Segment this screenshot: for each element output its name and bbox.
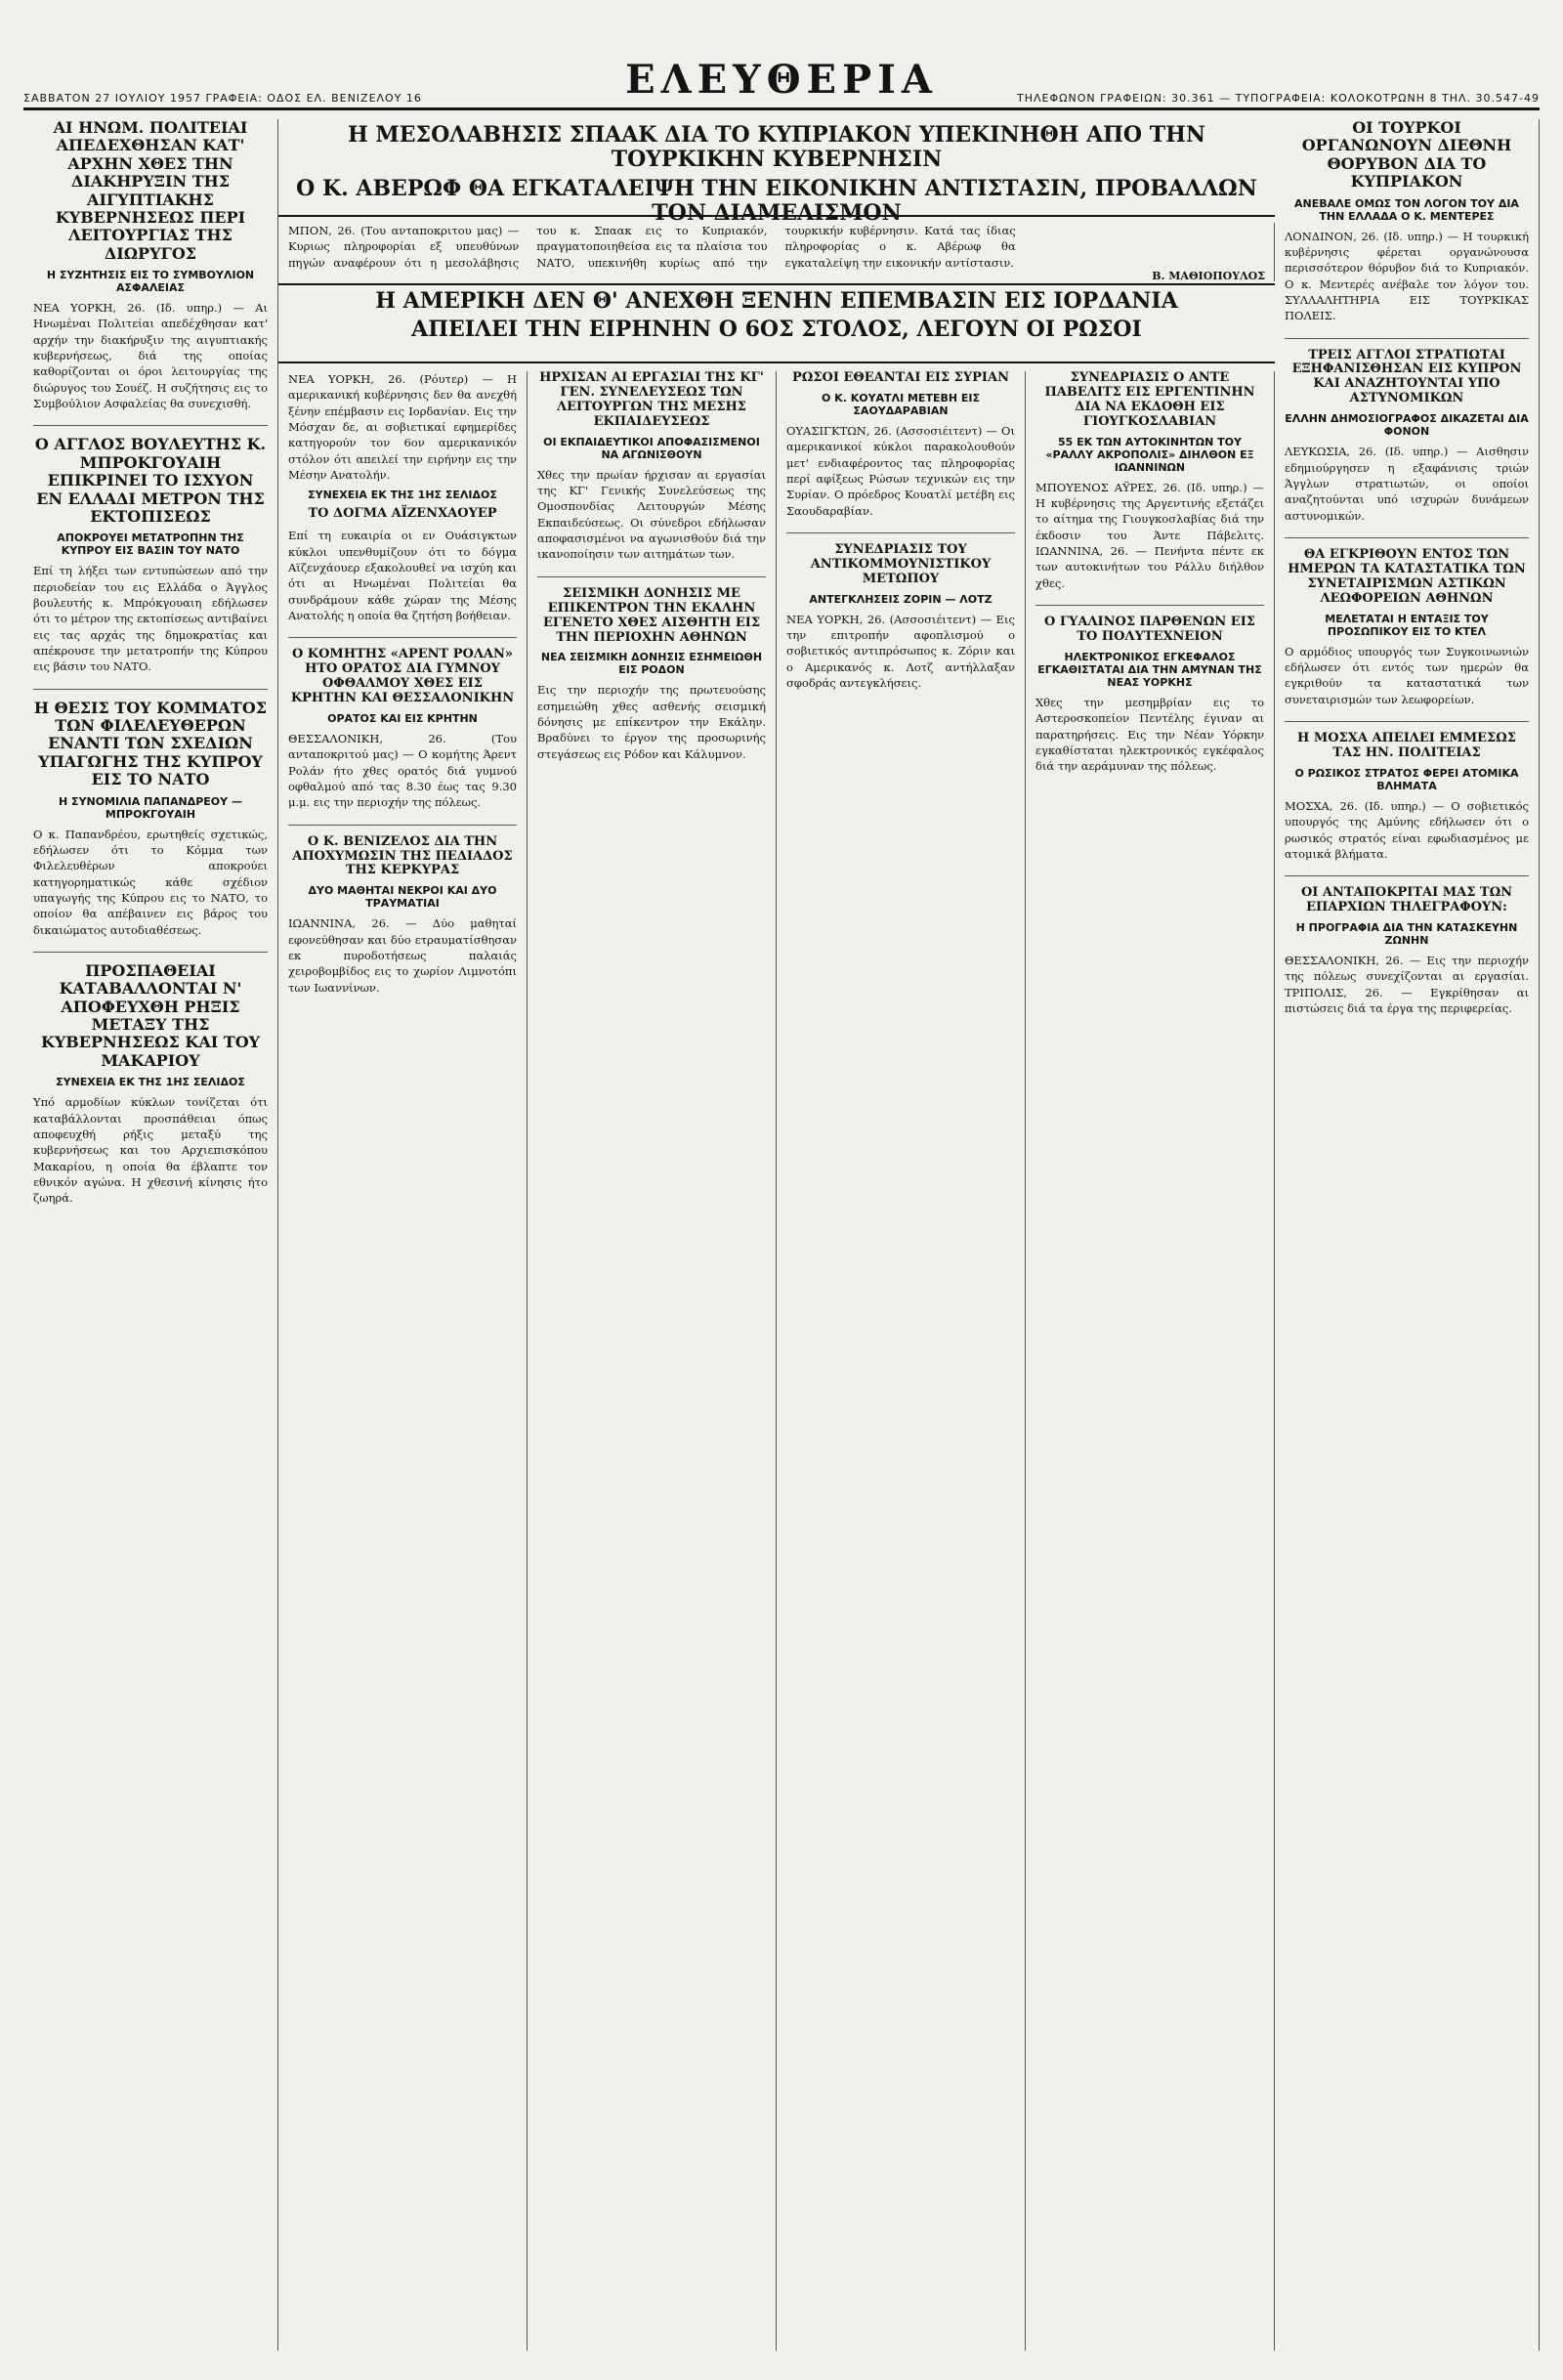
story-british-soldiers <box>1285 349 1529 538</box>
story-headline: Η ΘΕΣΙΣ ΤΟΥ ΚΟΜΜΑΤΟΣ ΤΩΝ ΦΙΛΕΛΕΥΘΕΡΩΝ ΕΝΑΝΤΙ ΤΩΝ ΣΧΕΔΙΩΝ ΥΠΑΓΩΓΗΣ ΤΗΣ ΚΥΠΡΟΥ ΕΙΣ ΤΟ ΝΑΤΟ <box>33 698 268 789</box>
story-body: ΝΕΑ ΥΟΡΚΗ, 26. (Ασσοσιέιτεντ) — Εις την επιτροπήν αφοπλισμού ο σοβιετικός αντιπρόσωπος κ. Ζόριν και ο Αμερικανός κ. Λοτζ αντήλλαξαν σφοδράς αντεγκλήσεις. <box>786 612 1015 691</box>
second-lead-headline-block <box>278 283 1275 363</box>
newspaper-title: ΕΛΕΥΘΕΡΙΑ <box>625 57 938 103</box>
lead-byline: Β. ΜΑΘΙΟΠΟΥΛΟΣ <box>1152 270 1265 282</box>
story-headline: Η ΜΟΣΧΑ ΑΠΕΙΛΕΙ ΕΜΜΕΣΩΣ ΤΑΣ ΗΝ. ΠΟΛΙΤΕΙΑΣ <box>1297 730 1516 760</box>
story-bus-cooperatives <box>1285 548 1529 722</box>
column-6 <box>1275 119 1540 2351</box>
story-teachers-assembly <box>537 371 766 577</box>
story-correspondents <box>1285 886 1529 1030</box>
story-headline: ΣΥΝΕΔΡΙΑΣΙΣ ΤΟΥ ΑΝΤΙΚΟΜΜΟΥΝΙΣΤΙΚΟΥ ΜΕΤΩΠΟΥ <box>810 541 992 586</box>
story-body: ΛΟΝΔΙΝΟΝ, 26. (Ιδ. υπηρ.) — Η τουρκική κυβέρνησις φέρεται οργανώνουσα περισσότερον θόρυβον διά το Κυπριακόν. Ο κ. Μεντερές ανέβαλε τον λόγον του. ΣΥΛΛΑΛΗΤΗΡΙΑ ΕΙΣ ΤΟΥΡΚΙΚΑΣ ΠΟΛΕΙΣ. <box>1285 229 1529 323</box>
story-subheadline: Ο Κ. ΚΟΥΑΤΛΙ ΜΕΤΕΒΗ ΕΙΣ ΣΑΟΥΔΑΡΑΒΙΑΝ <box>821 391 981 417</box>
story-headline: Ο ΚΟΜΗΤΗΣ «ΑΡΕΝΤ ΡΟΛΑΝ» ΗΤΟ ΟΡΑΤΟΣ ΔΙΑ ΓΥΜΝΟΥ ΟΦΘΑΛΜΟΥ ΧΘΕΣ ΕΙΣ ΚΡΗΤΗΝ ΚΑΙ ΘΕΣΣΑΛΟΝΙΚΗΝ <box>290 647 515 706</box>
column-2 <box>278 371 528 2351</box>
column-1 <box>23 119 278 2351</box>
story-body: ΜΟΣΧΑ, 26. (Ιδ. υπηρ.) — Ο σοβιετικός υπουργός της Αμύνης εδήλωσεν ότι ο ρωσικός στρατός είναι εφωδιασμένος με ατομικά βλήματα. <box>1285 798 1529 861</box>
story-body: Ο αρμόδιος υπουργός των Συγκοινωνιών εδήλωσεν ότι εντός των ημερών θα εγκριθούν τα καταστατικά των συνεταιρισμών των λεωφορείων. <box>1285 644 1529 706</box>
second-lead-subheadline: ΑΠΕΙΛΕΙ ΤΗΝ ΕΙΡΗΝΗΝ Ο 6ΟΣ ΣΤΟΛΟΣ, ΛΕΓΟΥΝ ΟΙ ΡΩΣΟΙ <box>411 317 1142 343</box>
story-subheadline: ΔΥΟ ΜΑΘΗΤΑΙ ΝΕΚΡΟΙ ΚΑΙ ΔΥΟ ΤΡΑΥΜΑΤΙΑΙ <box>308 884 497 911</box>
story-headline: Ο ΑΓΓΛΟΣ ΒΟΥΛΕΥΤΗΣ Κ. ΜΠΡΟΚΓΟΥΑΙΗ ΕΠΙΚΡΙΝΕΙ ΤΟ ΙΣΧΥΟΝ ΕΝ ΕΛΛΑΔΙ ΜΕΤΡΟΝ ΤΗΣ ΕΚΤΟΠΙΣΕΩΣ <box>34 435 267 526</box>
column-3 <box>528 371 777 2351</box>
story-headline: Ο Κ. ΒΕΝΙΖΕΛΟΣ ΔΙΑ ΤΗΝ ΑΠΟΧΥΜΩΣΙΝ ΤΗΣ ΠΕΔΙΑΔΟΣ ΤΗΣ ΚΕΡΚΥΡΑΣ <box>292 833 513 878</box>
story-body: ΟΥΑΣΙΓΚΤΩΝ, 26. (Ασσοσιέιτεντ) — Οι αμερικανικοί κύκλοι παρακολουθούν μετ' ενδιαφέροντος τας πληροφορίας περί αφίξεως Ρώσων τεχνικών εις την Συρίαν. Ο πρόεδρος Κουατλί μετέβη εις Σαουδαραβίαν. <box>786 423 1015 518</box>
story-body: Χθες την πρωίαν ήρχισαν αι εργασίαι της ΚΓ' Γενικής Συνελεύσεως της Ομοσπονδίας Λειτουργών Μέσης Εκπαιδεύσεως. Οι σύνεδροι εδήλωσαν αποφασισμένοι να αγωνισθούν διά την ικανοποίησιν των αιτημάτων των. <box>537 467 766 562</box>
story-headline: ΤΟ ΔΟΓΜΑ ΑΪΖΕΝΧΑΟΥΕΡ <box>308 506 497 522</box>
story-headline: ΡΩΣΟΙ ΕΘΕΑΝΤΑΙ ΕΙΣ ΣΥΡΙΑΝ <box>792 371 1009 385</box>
story-body: ΝΕΑ ΥΟΡΚΗ, 26. (Ιδ. υπηρ.) — Αι Ηνωμέναι Πολιτείαι απεδέχθησαν κατ' αρχήν την διακήρυξιν της αιγυπτιακής κυβερνήσεως, διά της οποίας καθορίζονται οι όροι λειτουργίας της διώρυγος του Σουέζ. Η συζήτησις εις το Συμβούλιον Ασφαλείας θα συνεχισθή. <box>33 301 268 411</box>
lead-headline-block <box>278 119 1275 226</box>
story-body: ΘΕΣΣΑΛΟΝΙΚΗ, 26. — Εις την περιοχήν της πόλεως συνεχίζονται αι εργασίαι. ΤΡΙΠΟΛΙΣ, 26. — Εγκρίθησαν αι πιστώσεις διά τα έργα της περιφερείας. <box>1285 954 1529 1016</box>
story-pavelic-rally <box>1035 371 1264 606</box>
story-turks-cyprus <box>1285 119 1529 339</box>
story-moscow-atomic <box>1285 732 1529 876</box>
lead-headline: Η ΜΕΣΟΛΑΒΗΣΙΣ ΣΠΑΑΚ ΔΙΑ ΤΟ ΚΥΠΡΙΑΚΟΝ ΥΠΕΚΙΝΗΘΗ ΑΠΟ ΤΗΝ ΤΟΥΡΚΙΚΗΝ ΚΥΒΕΡΝΗΣΙΝ <box>347 122 1206 173</box>
masthead-phone-numbers: ΤΗΛΕΦΩΝΟΝ ΓΡΑΦΕΙΩΝ: 30.361 — ΤΥΠΟΓΡΑΦΕΙΑ: ΚΟΛΟΚΟΤΡΩΝΗ 8 ΤΗΛ. 30.547-49 <box>1017 92 1540 105</box>
story-subheadline: ΜΕΛΕΤΑΤΑΙ Η ΕΝΤΑΞΙΣ ΤΟΥ ΠΡΟΣΩΠΙΚΟΥ ΕΙΣ ΤΟ ΚΤΕΛ <box>1325 612 1489 638</box>
lead-body: ΜΠΟΝ, 26. (Του ανταποκριτου μας) — Κυριως πληροφορίαι εξ υπευθύνων πηγών αναφέρουν ότι η μεσολάβησις του κ. Σπαακ εις το Κυπριακόν, πραγματοποιηθείσα εις τα πλαίσια του ΝΑΤΟ, υπεκινήθη κυρίως από την τουρκικήν κυβέρνησιν. Κατά τας ίδιας πληροφορίας ο κ. Αβέρωφ θα εγκαταλείψη την εικονικήν αντίστασιν. <box>288 224 1016 270</box>
story-canal-declaration <box>33 119 268 426</box>
column-4 <box>777 371 1026 2351</box>
story-subheadline: Η ΣΥΖΗΤΗΣΙΣ ΕΙΣ ΤΟ ΣΥΜΒΟΥΛΙΟΝ ΑΣΦΑΛΕΙΑΣ <box>46 269 255 295</box>
story-body: Χθες την μεσημβρίαν εις το Αστεροσκοπείον Πεντέλης έγιναν αι παρατηρήσεις. Εις την Νέαν Υόρκην εγκαθίσταται ηλεκτρονικός εγκέφαλος διά την αεράμυναν της πόλεως. <box>1035 695 1264 774</box>
story-eisenhower-doctrine <box>288 489 517 638</box>
story-body: Εις την περιοχήν της πρωτευούσης εσημειώθη χθες ασθενής σεισμική δόνησις με επίκεντρον την Εκάλην. Βραδύνει το έργον της προσωρινής στεγάσεως εις Ρόδον και Κάλυμνον. <box>537 683 766 761</box>
story-government-makarios <box>33 962 268 1220</box>
story-body: Υπό αρμοδίων κύκλων τονίζεται ότι καταβάλλονται προσπάθειαι όπως αποφευχθή ρήξις μεταξύ της κυβερνήσεως και του Αρχιεπισκόπου Μακαρίου, η οποία θα έβλαπτε τον εθνικόν αγώνα. Η χθεσινή κίνησις ήτο ζωηρά. <box>33 1095 268 1206</box>
story-subheadline: ΣΥΝΕΧΕΙΑ ΕΚ ΤΗΣ 1ΗΣ ΣΕΛΙΔΟΣ <box>56 1076 245 1089</box>
story-continuation-label: ΣΥΝΕΧΕΙΑ ΕΚ ΤΗΣ 1ΗΣ ΣΕΛΙΔΟΣ <box>308 489 497 502</box>
story-comet-arend-roland <box>288 648 517 825</box>
story-brockway-deportation <box>33 436 268 689</box>
story-subheadline: Η ΠΡΟΓΡΑΦΙΑ ΔΙΑ ΤΗΝ ΚΑΤΑΣΚΕΥΗΝ ΖΩΝΗΝ <box>1295 921 1518 948</box>
story-subheadline: Ο ΡΩΣΙΚΟΣ ΣΤΡΑΤΟΣ ΦΕΡΕΙ ΑΤΟΜΙΚΑ ΒΛΗΜΑΤΑ <box>1294 766 1519 792</box>
story-russians-syria <box>786 371 1015 533</box>
story-subheadline: ΕΛΛΗΝ ΔΗΜΟΣΙΟΓΡΑΦΟΣ ΔΙΚΑΖΕΤΑΙ ΔΙΑ ΦΟΝΟΝ <box>1285 412 1529 439</box>
story-venizelos-corfu <box>288 835 517 1009</box>
story-headline: ΣΕΙΣΜΙΚΗ ΔΟΝΗΣΙΣ ΜΕ ΕΠΙΚΕΝΤΡΟΝ ΤΗΝ ΕΚΑΛΗΝ ΕΓΕΝΕΤΟ ΧΘΕΣ ΑΙΣΘΗΤΗ ΕΙΣ ΤΗΝ ΠΕΡΙΟΧΗΝ ΑΘΗΝΩΝ <box>542 585 761 645</box>
story-liberal-party-nato <box>33 700 268 953</box>
story-headline: ΘΑ ΕΓΚΡΙΘΟΥΝ ΕΝΤΟΣ ΤΩΝ ΗΜΕΡΩΝ ΤΑ ΚΑΤΑΣΤΑΤΙΚΑ ΤΩΝ ΣΥΝΕΤΑΙΡΙΣΜΩΝ ΑΣΤΙΚΩΝ ΛΕΩΦΟΡΕΙΩΝ ΑΘΗΝΩΝ <box>1288 546 1526 606</box>
column-5 <box>1026 371 1275 2351</box>
story-subheadline: ΟΡΑΤΟΣ ΚΑΙ ΕΙΣ ΚΡΗΤΗΝ <box>327 711 478 725</box>
story-zorin-lodge <box>786 543 1015 704</box>
story-headline: ΟΙ ΤΟΥΡΚΟΙ ΟΡΓΑΝΩΝΟΥΝ ΔΙΕΘΝΗ ΘΟΡΥΒΟΝ ΔΙΑ ΤΟ ΚΥΠΡΙΑΚΟΝ <box>1301 119 1512 191</box>
second-lead-body: ΝΕΑ ΥΟΡΚΗ, 26. (Ρόυτερ) — Η αμερικανική κυβέρνησις δεν θα ανεχθή ξένην επέμβασιν εις Ιορδανίαν. Εις την Μόσχαν δε, αι σοβιετικαί εφημερίδες κατηγορούν τον 6ον αμερικανικόν στόλον ότι απειλεί την ειρήνην εις την Μέσην Ανατολήν. <box>288 372 517 482</box>
story-headline: ΠΡΟΣΠΑΘΕΙΑΙ ΚΑΤΑΒΑΛΛΟΝΤΑΙ Ν' ΑΠΟΦΕΥΧΘΗ ΡΗΞΙΣ ΜΕΤΑΞΥ ΤΗΣ ΚΥΒΕΡΝΗΣΕΩΣ ΚΑΙ ΤΟΥ ΜΑΚΑΡΙΟΥ <box>40 960 261 1070</box>
story-subheadline: ΗΛΕΚΤΡΟΝΙΚΟΣ ΕΓΚΕΦΑΛΟΣ ΕΓΚΑΘΙΣΤΑΤΑΙ ΔΙΑ ΤΗΝ ΑΜΥΝΑΝ ΤΗΣ ΝΕΑΣ ΥΟΡΚΗΣ <box>1037 650 1262 689</box>
story-subheadline: ΑΝΕΒΑΛΕ ΟΜΩΣ ΤΟΝ ΛΟΓΟΝ ΤΟΥ ΔΙΑ ΤΗΝ ΕΛΛΑΔΑ Ο Κ. ΜΕΝΤΕΡΕΣ <box>1294 196 1519 223</box>
story-body: ΜΠΟΥΕΝΟΣ ΑΫΡΕΣ, 26. (Ιδ. υπηρ.) — Η κυβέρνησις της Αργεντινής εξετάζει το αίτημα της Γιουγκοσλαβίας διά την έκδοσιν του Άντε Πάβελιτς. ΙΩΑΝΝΙΝΑ, 26. — Πενήντα πέντε εκ των αυτοκινήτων του Ράλλυ διήλθον χθες. <box>1035 480 1264 590</box>
story-subheadline: ΝΕΑ ΣΕΙΣΜΙΚΗ ΔΟΝΗΣΙΣ ΕΣΗΜΕΙΩΘΗ ΕΙΣ ΡΟΔΟΝ <box>540 651 763 677</box>
story-subheadline: ΑΠΟΚΡΟΥΕΙ ΜΕΤΑΤΡΟΠΗΝ ΤΗΣ ΚΥΠΡΟΥ ΕΙΣ ΒΑΣΙΝ ΤΟΥ ΝΑΤΟ <box>57 531 244 558</box>
story-subheadline: ΟΙ ΕΚΠΑΙΔΕΥΤΙΚΟΙ ΑΠΟΦΑΣΙΣΜΕΝΟΙ ΝΑ ΑΓΩΝΙΣΘΟΥΝ <box>543 435 760 461</box>
story-body: Επί τη λήξει των εντυπώσεων από την περιοδείαν του εις Ελλάδα ο Άγγλος βουλευτής κ. Μπρόκγουαιη εδήλωσεν ότι το μέτρον της εκτοπίσεως αντιβαίνει εις τας αρχάς της δημοκρατίας και απέκρουσε την μετατροπήν της Κύπρου εις βάσιν του ΝΑΤΟ. <box>33 564 268 674</box>
story-earthquake-ekali <box>537 587 766 776</box>
story-body: Ο κ. Παπανδρέου, ερωτηθείς σχετικώς, εδήλωσεν ότι το Κόμμα των Φιλελευθέρων αποκρούει κατηγορηματικώς κάθε σχέδιον υπαγωγής της Κύπρου εις το ΝΑΤΟ, το οποίον θα απέβαινεν εις βάρος του δικαιώματος αυτοδιαθέσεως. <box>33 827 268 937</box>
story-headline: ΗΡΧΙΣΑΝ ΑΙ ΕΡΓΑΣΙΑΙ ΤΗΣ ΚΓ' ΓΕΝ. ΣΥΝΕΛΕΥΣΕΩΣ ΤΩΝ ΛΕΙΤΟΥΡΓΩΝ ΤΗΣ ΜΕΣΗΣ ΕΚΠΑΙΔΕΥΣΕΩΣ <box>539 371 764 429</box>
story-headline: ΟΙ ΑΝΤΑΠΟΚΡΙΤΑΙ ΜΑΣ ΤΩΝ ΕΠΑΡΧΙΩΝ ΤΗΛΕΓΡΑΦΟΥΝ: <box>1300 885 1513 915</box>
story-subheadline: Η ΣΥΝΟΜΙΛΙΑ ΠΑΠΑΝΔΡΕΟΥ — ΜΠΡΟΚΓΟΥΑΙΗ <box>59 794 242 821</box>
story-body: ΙΩΑΝΝΙΝΑ, 26. — Δύο μαθηταί εφονεύθησαν και δύο ετραυματίσθησαν εκ πυροδοτήσεως παλαιάς χειροβομβίδος εις το χωρίον Λιμνοτόπι των Ιωαννίνων. <box>288 916 517 995</box>
masthead <box>23 49 1540 110</box>
story-headline: Ο ΓΥΑΛΙΝΟΣ ΠΑΡΘΕΝΩΝ ΕΙΣ ΤΟ ΠΟΛΥΤΕΧΝΕΙΟΝ <box>1044 615 1255 644</box>
story-headline: ΑΙ ΗΝΩΜ. ΠΟΛΙΤΕΙΑΙ ΑΠΕΔΕΧΘΗΣΑΝ ΚΑΤ' ΑΡΧΗΝ ΧΘΕΣ ΤΗΝ ΔΙΑΚΗΡΥΞΙΝ ΤΗΣ ΑΙΓΥΠΤΙΑΚΗΣ ΚΥΒΕΡΝΗΣΕΩΣ ΠΕΡΙ ΛΕΙΤΟΥΡΓΙΑΣ ΤΗΣ ΔΙΩΡΥΓΟΣ <box>53 119 248 263</box>
story-subheadline: ΑΝΤΕΓΚΛΗΣΕΙΣ ΖΟΡΙΝ — ΛΟΤΖ <box>809 592 993 606</box>
story-electronic-brain <box>1035 616 1264 788</box>
story-headline: ΣΥΝΕΔΡΙΑΣΙΣ Ο ΑΝΤΕ ΠΑΒΕΛΙΤΣ ΕΙΣ ΕΡΓΕΝΤΙΝΗΝ ΔΙΑ ΝΑ ΕΚΔΟΘΗ ΕΙΣ ΓΙΟΥΓΚΟΣΛΑΒΙΑΝ <box>1044 371 1255 429</box>
lead-subheadline: Ο Κ. ΑΒΕΡΩΦ ΘΑ ΕΓΚΑΤΑΛΕΙΨΗ ΤΗΝ ΕΙΚΟΝΙΚΗΝ ΑΝΤΙΣΤΑΣΙΝ, ΠΡΟΒΑΛΛΩΝ ΤΟΝ ΔΙΑΜΕΛΙΣΜΟΝ <box>296 175 1257 226</box>
story-body: ΛΕΥΚΩΣΙΑ, 26. (Ιδ. υπηρ.) — Αισθησιν εδημιούργησεν η εξαφάνισις τριών Άγγλων στρατιωτών, οι οποίοι αναζητούνται υπό ισχυρών δυνάμεων αστυνομικών. <box>1285 445 1529 523</box>
second-lead-headline: Η ΑΜΕΡΙΚΗ ΔΕΝ Θ' ΑΝΕΧΘΗ ΞΕΝΗΝ ΕΠΕΜΒΑΣΙΝ ΕΙΣ ΙΟΡΔΑΝΙΑ <box>375 288 1178 314</box>
story-subheadline: 55 ΕΚ ΤΩΝ ΑΥΤΟΚΙΝΗΤΩΝ ΤΟΥ «ΡΑΛΛΥ ΑΚΡΟΠΟΛΙΣ» ΔΙΗΛΘΟΝ ΕΞ ΙΩΑΝΝΙΝΩΝ <box>1045 435 1254 474</box>
masthead-date-address: ΣΑΒΒΑΤΟΝ 27 ΙΟΥΛΙΟΥ 1957 ΓΡΑΦΕΙΑ: ΟΔΟΣ ΕΛ. ΒΕΝΙΖΕΛΟΥ 16 <box>23 92 422 105</box>
story-headline: ΤΡΕΙΣ ΑΓΓΛΟΙ ΣΤΡΑΤΙΩΤΑΙ ΕΞΗΦΑΝΙΣΘΗΣΑΝ ΕΙΣ ΚΥΠΡΟΝ ΚΑΙ ΑΝΑΖΗΤΟΥΝΤΑΙ ΥΠΟ ΑΣΤΥΝΟΜΙΚΩΝ <box>1291 347 1522 406</box>
story-body: ΘΕΣΣΑΛΟΝΙΚΗ, 26. (Του ανταποκριτού μας) — Ο κομήτης Άρεντ Ρολάν ήτο χθες ορατός διά γυμνού οφθαλμού από τας 8.30 έως τας 9.30 μ.μ. εις την περιοχήν της πόλεως. <box>288 731 517 810</box>
story-body: Επί τη ευκαιρία οι εν Ουάσιγκτων κύκλοι υπενθυμίζουν ότι το δόγμα Αϊζενχάουερ εξακολουθεί να ισχύη και ότι αι Ηνωμέναι Πολιτείαι θα συνδράμουν κάθε χώραν της Μέσης Ανατολής η οποία θα ζητήση βοήθειαν. <box>288 529 517 622</box>
